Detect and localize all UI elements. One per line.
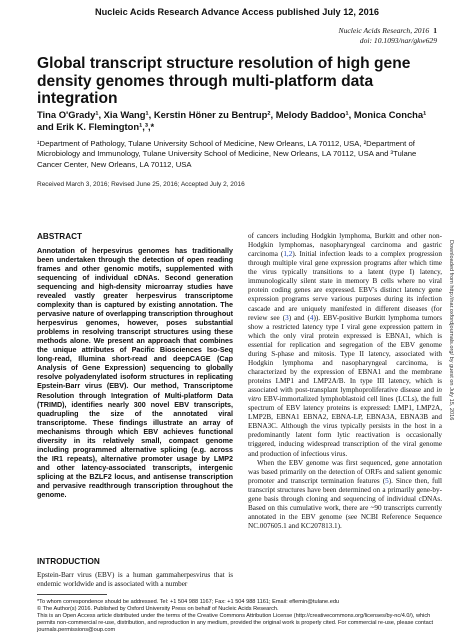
publication-banner: Nucleic Acids Research Advance Access published July 12, 2016 <box>95 7 379 17</box>
text-run: ). Since then, full transcript structures have been determined on a primarily gene-by-gene basis through cloning and sequencing of individual cDNAs. Based on this cumulative work, there are ~90 transcripts currently annotated in the EBV genome (see NCBI Reference Sequence NC.007605.1 and KC207813.1). <box>248 476 442 530</box>
text-run: ). Initial infection leads to a complex progression through multiple viral gene expression programs after which time the virus typically transitions to a latent (type I) latency, immunologically silent state in memory B cells where no viral protein coding genes are expressed. EBV's distinct latency gene expression programs serve various purposes during its infection cascade and are uniquely manifested in different diseases (for review see ( <box>248 250 442 322</box>
doi: doi: 10.1093/nar/gkw629 <box>359 36 437 45</box>
copyright-note: © The Author(s) 2016. Published by Oxford University Press on behalf of Nucleic Acids Research. <box>37 606 279 612</box>
download-note-text: Downloaded from http://nar.oxfordjournals.org/ by guest on July 15, 2016 <box>448 240 454 421</box>
author-list: Tina O'Grady¹, Xia Wang¹, Kerstin Höner zu Bentrup², Melody Baddoo¹, Monica Concha¹ and Erik K. Flemington¹,³,* <box>37 109 427 132</box>
abstract-heading: ABSTRACT <box>37 232 83 241</box>
article-title: Global transcript structure resolution of high gene density genomes through multi-platform data integration <box>37 55 411 107</box>
correspondence-note: *To whom correspondence should be addressed. Tel: +1 504 988 1167; Fax: +1 504 988 1161; Email: eflemin@tulane.edu <box>37 599 340 605</box>
paragraph-annotation-history <box>248 459 442 532</box>
download-watermark <box>446 240 456 580</box>
text-run: of cancers including Hodgkin lymphoma, Burkitt and other non-Hodgkin lymphomas, nasopharyngeal carcinoma and gastric carcinoma ( <box>248 232 442 259</box>
introduction-body: Epstein-Barr virus (EBV) is a human gammaherpesvirus that is endemic worldwide and is associated with a number <box>37 571 233 589</box>
journal-line: Nucleic Acids Research, 2016 <box>338 26 430 35</box>
introduction-heading: INTRODUCTION <box>37 557 100 566</box>
footnote-divider <box>37 594 107 595</box>
text-run: When the EBV genome was first sequenced, gene annotation was based primarily on the detection of ORFs and salient genomic promoter and transcript termination features ( <box>248 458 442 485</box>
reference-link[interactable]: 3 <box>285 313 289 322</box>
footnote <box>37 599 442 634</box>
paragraph-latency <box>248 232 442 459</box>
reference-link[interactable]: 5 <box>385 476 389 485</box>
license-note: This is an Open Access article distributed under the terms of the Creative Commons Attribution License (http://creativecommons.org/licenses/by-nc/4.0/), which permits non-commercial re-use, distribution, and reproduction in any medium, provided the original work is properly cited. For commercial re-use, please contact journals.permissions@oup.com <box>37 613 434 633</box>
affiliations: ¹Department of Pathology, Tulane University School of Medicine, New Orleans, LA 70112, USA, ²Department of Microbiology and Immunology, Tulane University School of Medicine, New Orleans, LA 70112, USA and ³Tulane Cancer Center, New Orleans, LA 70112, USA <box>37 139 417 169</box>
abstract-section <box>37 232 233 499</box>
submission-dates: Received March 3, 2016; Revised June 25, 2016; Accepted July 2, 2016 <box>37 181 245 188</box>
text-run: EBV-immortalized lymphoblastoid cell lines (LCLs), the full spectrum of EBV latency proteins is expressed: LMP1, LMP2A, LMP2B, EBNA1 EBNA2, EBNA-LP, EBNA3A, EBNA3B and EBNA3C. Although the virus typically persists in the host in a predominantly latent form lytic reactivation is occasionally triggered, inducing widespread transcription of the viral genome and production of infectious virus. <box>248 395 442 458</box>
abstract-body: Annotation of herpesvirus genomes has traditionally been undertaken through the detection of open reading frames and other genomic motifs, supplemented with sequencing of individual cDNAs. Second generation sequencing and high-density microarray studies have revealed vastly greater herpesvirus transcriptome complexity than is captured by existing annotation. The pervasive nature of overlapping transcription throughout herpesvirus genomes, however, poses substantial problems in resolving transcript structures using these methods alone. We present an approach that combines the unique attributes of Pacific Biosciences Iso-Seq long-read, Illumina short-read and deepCAGE (Cap Analysis of Gene Expression) sequencing to globally resolve polyadenylated isoform structures in replicating Epstein-Barr virus (EBV). Our method, Transcriptome Resolution through Integration of Multi-platform Data (TRIMD), identifies nearly 300 novel EBV transcripts, quadrupling the size of the annotated viral transcriptome. These findings illustrate an array of mechanisms through which EBV achieves functional diversity in its relatively small, compact genome including programmed alternative splicing (e.g. across the IR1 repeats), alternative promoter usage by LMP2 and other latency-associated transcripts, intergenic splicing at the BZLF2 locus, and antisense transcription and pervasive readthrough transcription throughout the genome. <box>37 246 233 499</box>
reference-link[interactable]: 1,2 <box>283 250 293 259</box>
text-run: ) and ( <box>288 313 310 322</box>
reference-link[interactable]: 4 <box>309 313 314 322</box>
text-run: )). EBV-positive Burkitt lymphoma tumors show a restricted latency type I viral gene expression pattern in which the only viral protein expressed is EBNA1, which is essential for replication and segregation of the EBV genome during S-phase and mitosis. Type II latency, associated with Hodgkin lymphoma and nasopharyngeal carcinoma, is characterized by the expression of EBNA1 and the membrane proteins LMP1 and LMP2A/B. In type III latency, which is associated with post-transplant lymphoproliferative disease and <box>248 313 442 395</box>
right-column-body <box>248 232 442 531</box>
page-number: 1 <box>433 26 437 35</box>
journal-reference <box>339 26 437 46</box>
italic-term: in vitro <box>248 386 442 404</box>
